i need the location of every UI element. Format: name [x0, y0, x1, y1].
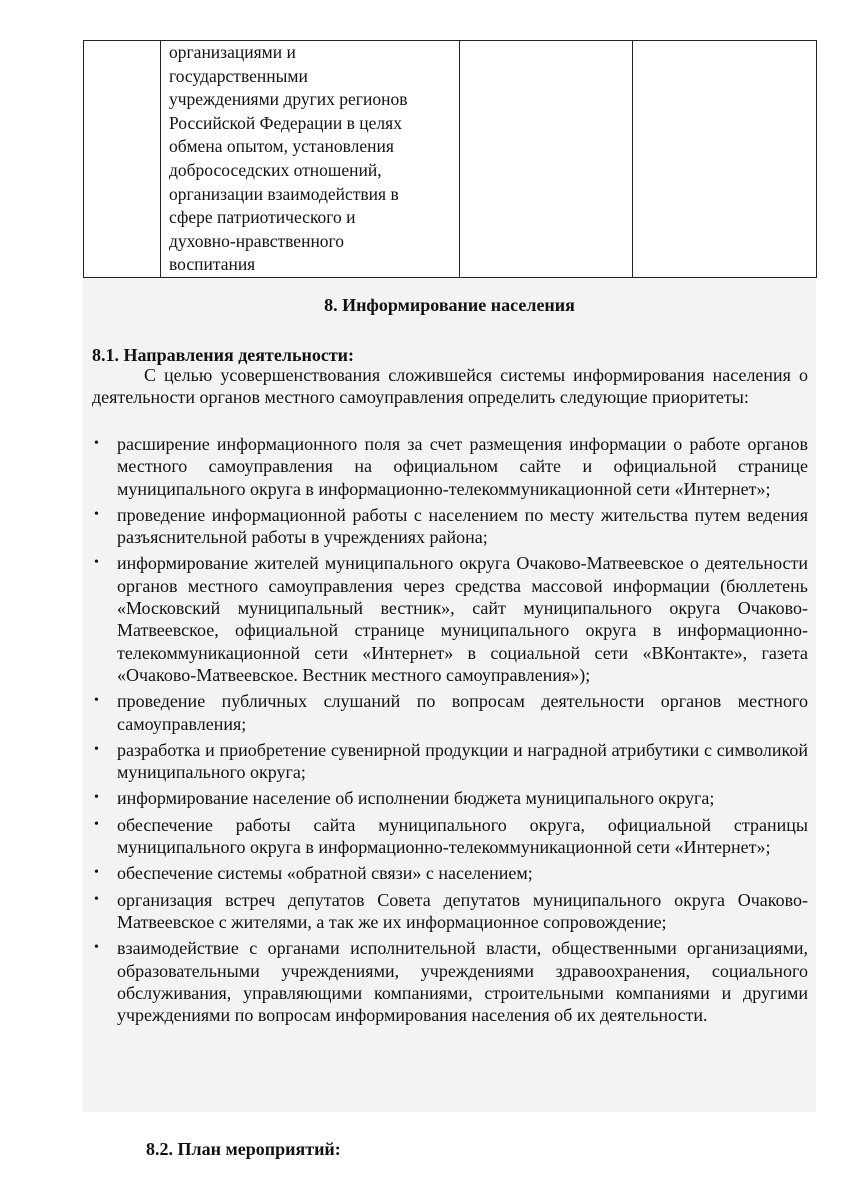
cell-line: добрососедских отношений,: [169, 159, 382, 180]
intro-paragraph: С целью усовершенствования сложившейся системы информирования населения о деятельности органов местного самоуправления определить следующие приоритеты:: [92, 365, 808, 408]
bullet-icon: •: [94, 816, 99, 832]
activity-table-fragment: [83, 40, 817, 278]
list-item-text: проведение публичных слушаний по вопросам деятельности органов местного самоуправления;: [117, 691, 808, 734]
table-cell-responsible: [633, 41, 817, 278]
bullet-icon: •: [94, 555, 99, 571]
cell-line: воспитания: [169, 254, 256, 275]
bullet-icon: •: [94, 891, 99, 907]
priorities-list: [92, 433, 808, 1030]
bullet-icon: •: [94, 940, 99, 956]
list-item: [92, 814, 808, 859]
bullet-icon: •: [94, 693, 99, 709]
list-item: [92, 552, 808, 686]
cell-line: сфере патриотического и: [169, 207, 356, 228]
cell-line: обмена опытом, установления: [169, 136, 394, 157]
cell-line: организациями и: [169, 42, 296, 62]
plan-section-title: 8.2. План мероприятий:: [146, 1139, 341, 1159]
table-cell-number: [84, 41, 161, 278]
list-item-text: обеспечение системы «обратной связи» с населением;: [117, 863, 533, 884]
list-item: [92, 937, 808, 1026]
cell-line: государственными: [169, 65, 308, 86]
bullet-icon: •: [94, 741, 99, 757]
cell-line: духовно-нравственного: [169, 230, 345, 251]
list-item-text: обеспечение работы сайта муниципального округа, официальной страницы муниципального округа в информационно-телекоммуникационной сети «Интернет»;: [117, 814, 808, 858]
list-item-text: информирование жителей муниципального округа Очаково-Матвеевское о деятельности органов местного самоуправления через средства массовой информации (бюллетень «Московский муниципальный вестник», сайт муниципального округа Очаково-Матвеевское, официальной странице муниципального округа в информационно-телекоммуникационной сети «Интернет» в социальной сети «ВКонтакте», газета «Очаково-Матвеевское. Вестник местного самоуправления»);: [117, 553, 808, 685]
list-item-text: разработка и приобретение сувенирной продукции и наградной атрибутики с символикой муниципального округа;: [117, 739, 808, 783]
subsection-title: 8.1. Направления деятельности:: [92, 345, 355, 365]
cell-line: организации взаимодействия в: [169, 183, 399, 204]
list-item-text: взаимодействие с органами исполнительной власти, общественными организациями, образовательными учреждениями, учреждениями здравоохранения, социального обслуживания, управляющими компаниями, строительными компаниями и другими учреждениями по вопросам информирования населения об их деятельности.: [117, 938, 808, 1026]
list-item: [92, 504, 808, 549]
section-title: 8. Информирование населения: [324, 295, 575, 315]
table-cell-activity: [161, 41, 460, 278]
list-item: [92, 433, 808, 500]
list-item-text: проведение информационной работы с населением по месту жительства путем ведения разъяснительной работы в учреждениях района;: [117, 504, 808, 548]
table-cell-deadline: [460, 41, 633, 278]
cell-line: Российской Федерации в целях: [169, 112, 402, 133]
list-item: [92, 739, 808, 784]
bullet-icon: •: [94, 865, 99, 881]
list-item-text: организация встреч депутатов Совета депутатов муниципального округа Очаково-Матвеевское с жителями, а так же их информационное сопровождение;: [117, 889, 808, 932]
list-item-text: информирование население об исполнении бюджета муниципального округа;: [117, 788, 715, 809]
list-item-text: расширение информационного поля за счет размещения информации о работе органов местного самоуправления на официальном сайте и официальной странице муниципального округа в информационно-телекоммуникационной сети «Интернет»;: [117, 434, 808, 499]
list-item: [92, 787, 808, 809]
bullet-icon: •: [94, 790, 99, 806]
list-item: [92, 690, 808, 735]
bullet-icon: •: [94, 506, 99, 522]
list-item: [92, 862, 808, 884]
cell-line: учреждениями других регионов: [169, 89, 408, 110]
bullet-icon: •: [94, 436, 99, 451]
list-item: [92, 889, 808, 934]
table-row: [84, 41, 817, 278]
